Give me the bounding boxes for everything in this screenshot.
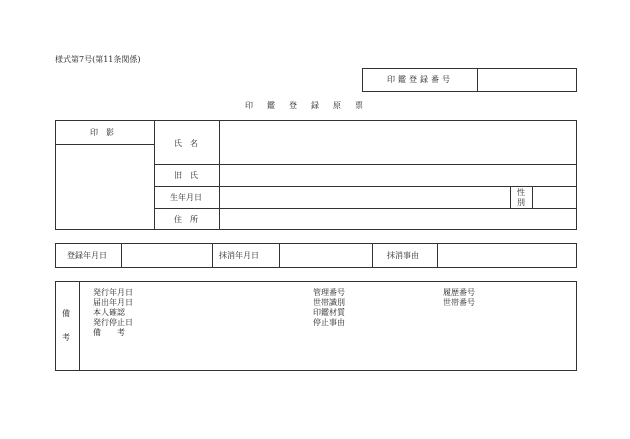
identity-check-label: 本人確認 [93, 308, 125, 317]
main-table [55, 120, 577, 230]
old-name-field[interactable] [220, 165, 576, 185]
registered-date-label: 登録年月日 [67, 251, 107, 260]
household-id-label: 世帯識別 [313, 298, 345, 307]
deleted-date-label: 抹消年月日 [219, 251, 259, 260]
sex-field[interactable] [533, 187, 576, 207]
management-number-label: 管理番号 [313, 288, 345, 297]
address-field[interactable] [220, 209, 576, 229]
remarks-column-1 [93, 288, 133, 338]
birth-date-label: 生年月日 [170, 193, 202, 202]
notification-date-label: 届出年月日 [93, 298, 133, 307]
inkan-area[interactable] [56, 145, 153, 229]
address-label: 住 所 [174, 215, 198, 224]
household-number-label: 世帯番号 [443, 298, 475, 307]
old-name-label: 旧 氏 [174, 171, 198, 180]
deleted-date-field[interactable] [280, 244, 372, 267]
deletion-reason-label: 抹消事由 [387, 251, 419, 260]
inkan-label: 印 影 [90, 128, 114, 137]
remarks-side-label-1: 備 [62, 309, 70, 318]
page-title: 印 鑑 登 録 原 票 [245, 101, 366, 110]
name-field[interactable] [220, 121, 576, 163]
dates-table [55, 243, 577, 268]
registration-number-box [362, 68, 577, 92]
registration-number-label: 印鑑登録番号 [387, 75, 453, 84]
history-number-label: 履歴番号 [443, 288, 475, 297]
deletion-reason-field[interactable] [438, 244, 576, 267]
name-label: 氏 名 [174, 139, 198, 148]
issue-date-label: 発行年月日 [93, 288, 133, 297]
remarks-column-2 [313, 288, 345, 328]
remarks-side-label-2: 考 [62, 333, 70, 342]
form-number: 様式第7号(第11条関係) [55, 55, 141, 64]
issue-stop-date-label: 発行停止日 [93, 318, 133, 327]
seal-material-label: 印鑑材質 [313, 308, 345, 317]
remarks-table [55, 281, 577, 371]
sex-label: 性 別 [517, 188, 525, 207]
remarks-column-3 [443, 288, 475, 308]
birth-date-field[interactable] [220, 187, 509, 207]
stop-reason-label: 停止事由 [313, 318, 345, 327]
remarks-label: 備 考 [93, 328, 125, 337]
registered-date-field[interactable] [122, 244, 212, 267]
